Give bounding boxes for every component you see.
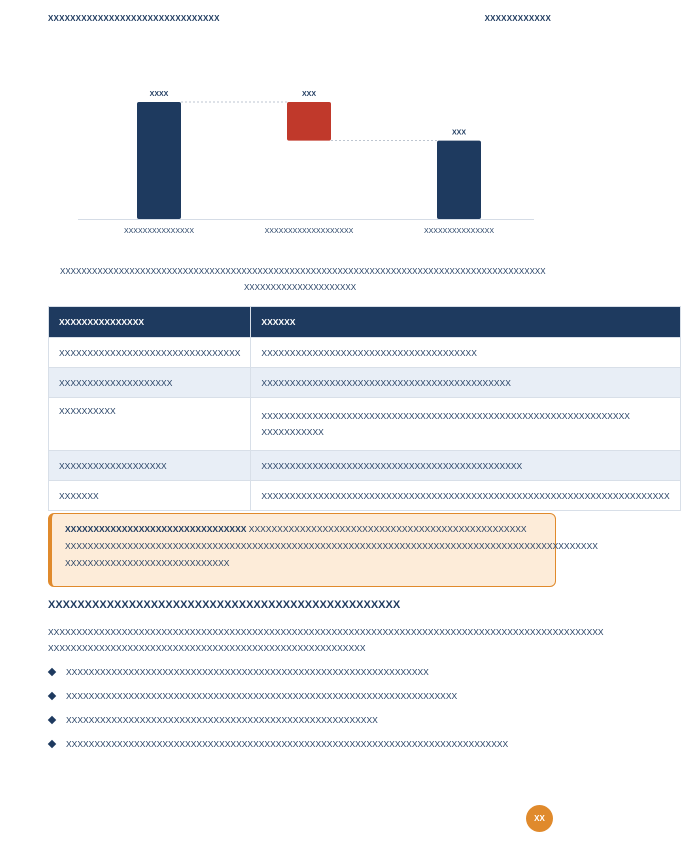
figure-caption bbox=[60, 264, 546, 296]
header-title: XXXXXXXXXXXXXXXXXXXXXXXXXXXXXXX bbox=[48, 14, 220, 23]
paragraph-line-1: XXXXXXXXXXXXXXXXXXXXXXXXXXXXXXXXXXXXXXXXXXXXXXXXXXXXXXXXXXXXXXXXXXXXXXXXXXXXXXXXXXXXXXXXXXXXXXXXXX bbox=[48, 627, 604, 637]
table-cell: XXXXXXXXXXXXXXXXXXXXXXXXXXXXXXXX bbox=[49, 338, 251, 368]
table-cell: XXXXXXXXXXXXXXXXXXXXXXXXXXXXXXXXXXXXXX bbox=[251, 338, 680, 368]
table-row bbox=[49, 398, 681, 451]
section-heading: XXXXXXXXXXXXXXXXXXXXXXXXXXXXXXXXXXXXXXXXXXXXXXXX bbox=[48, 599, 401, 611]
list-item-text: XXXXXXXXXXXXXXXXXXXXXXXXXXXXXXXXXXXXXXXXXXXXXXXXXXXXXXXXXXXXXXXXXXXXXXXXXXXXXX bbox=[66, 739, 509, 749]
table-cell: XXXXXXXXXXXXXXXXXXXXXXXXXXXXXXXXXXXXXXXXXXXX bbox=[251, 368, 680, 398]
table-row bbox=[49, 338, 681, 368]
paragraph-line-2: XXXXXXXXXXXXXXXXXXXXXXXXXXXXXXXXXXXXXXXXXXXXXXXXXXXXXXXX bbox=[48, 643, 366, 653]
list-item-text: XXXXXXXXXXXXXXXXXXXXXXXXXXXXXXXXXXXXXXXXXXXXXXXXXXXXXXX bbox=[66, 715, 378, 725]
list-item bbox=[48, 712, 553, 736]
category-label-1: XXXXXXXXXXXXXXXXXXX bbox=[264, 228, 354, 235]
waterfall-chart bbox=[0, 0, 595, 250]
diamond-bullet-icon bbox=[48, 668, 56, 676]
table-header-cell: XXXXXX bbox=[251, 307, 680, 338]
bar-0 bbox=[137, 102, 181, 219]
bar-1 bbox=[287, 102, 331, 141]
header-section: XXXXXXXXXXXX bbox=[484, 14, 551, 23]
callout-line-3: XXXXXXXXXXXXXXXXXXXXXXXXXXXXX bbox=[65, 558, 230, 568]
callout-line-2: XXXXXXXXXXXXXXXXXXXXXXXXXXXXXXXXXXXXXXXXXXXXXXXXXXXXXXXXXXXXXXXXXXXXXXXXXXXXXXXXXXXXXXXXXXXXXX bbox=[65, 541, 598, 551]
table-cell: XXXXXXXXXXXXXXXXXXXX bbox=[49, 368, 251, 398]
list-item bbox=[48, 688, 553, 712]
table-row bbox=[49, 451, 681, 481]
caption-line-1: XXXXXXXXXXXXXXXXXXXXXXXXXXXXXXXXXXXXXXXXXXXXXXXXXXXXXXXXXXXXXXXXXXXXXXXXXXXXXXXXXXXXXXXXXXX bbox=[60, 267, 546, 276]
diamond-bullet-icon bbox=[48, 716, 56, 724]
bar-2 bbox=[437, 141, 481, 219]
table-cell: XXXXXXXXXXXXXXXXXXXXXXXXXXXXXXXXXXXXXXXXXXXXXXXXXXXXXXXXXXXXXXXXX XXXXXXXXXXX bbox=[251, 398, 680, 451]
category-label-0: XXXXXXXXXXXXXXX bbox=[123, 228, 195, 235]
caption-line-2: XXXXXXXXXXXXXXXXXXXXX bbox=[243, 283, 357, 292]
section-paragraph bbox=[48, 624, 604, 656]
list-item bbox=[48, 736, 553, 760]
table-header-row bbox=[49, 307, 681, 338]
table-row bbox=[49, 368, 681, 398]
table-row bbox=[49, 481, 681, 511]
table-cell: XXXXXXXXXXXXXXXXXXXXXXXXXXXXXXXXXXXXXXXXXXXXXX bbox=[251, 451, 680, 481]
callout-bold-lead: XXXXXXXXXXXXXXXXXXXXXXXXXXXXXXXX bbox=[65, 524, 247, 534]
table-header-cell: XXXXXXXXXXXXXXX bbox=[49, 307, 251, 338]
page-number-badge: XX bbox=[526, 805, 553, 832]
table-cell: XXXXXXXXXXXXXXXXXXXXXXXXXXXXXXXXXXXXXXXXXXXXXXXXXXXXXXXXXXXXXXXXXXXXXXXX bbox=[251, 481, 680, 511]
list-item-text: XXXXXXXXXXXXXXXXXXXXXXXXXXXXXXXXXXXXXXXXXXXXXXXXXXXXXXXXXXXXXXXXXXXXX bbox=[66, 691, 458, 701]
callout-line-1 bbox=[65, 521, 541, 538]
diamond-bullet-icon bbox=[48, 740, 56, 748]
callout-text: XXXXXXXXXXXXXXXXXXXXXXXXXXXXXXXXXXXXXXXXXXXXXXXXX bbox=[248, 524, 527, 534]
diamond-bullet-icon bbox=[48, 692, 56, 700]
list-item bbox=[48, 664, 553, 688]
bar-value-label-0: XXXX bbox=[149, 91, 169, 98]
table-cell: XXXXXXXXXXXXXXXXXXX bbox=[49, 451, 251, 481]
callout-box bbox=[48, 513, 598, 587]
category-label-2: XXXXXXXXXXXXXXX bbox=[423, 228, 495, 235]
list-item-text: XXXXXXXXXXXXXXXXXXXXXXXXXXXXXXXXXXXXXXXXXXXXXXXXXXXXXXXXXXXXXXXX bbox=[66, 667, 429, 677]
bullet-list bbox=[48, 664, 553, 760]
table-cell: XXXXXXX bbox=[49, 481, 251, 511]
table-cell: XXXXXXXXXX bbox=[49, 398, 251, 451]
bar-value-label-1: XXX bbox=[301, 91, 317, 98]
spec-table bbox=[48, 306, 681, 511]
bar-value-label-2: XXX bbox=[451, 129, 467, 137]
